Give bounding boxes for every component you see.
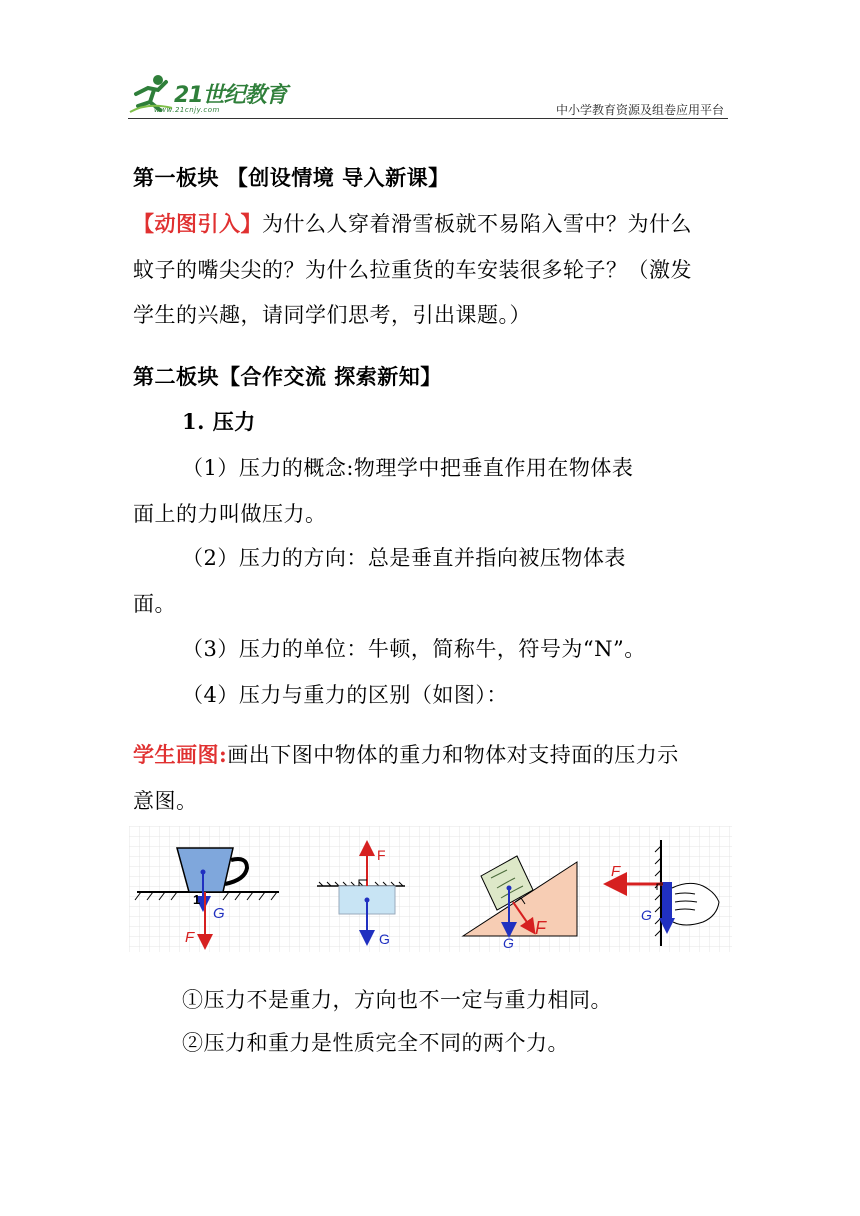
concept-line1: （1）压力的概念:物理学中把垂直作用在物体表 xyxy=(182,456,634,480)
logo-url: www.21cnjy.com xyxy=(154,106,220,114)
intro-text-line2: 蚊子的嘴尖尖的？为什么拉重货的车安装很多轮子？（激发 xyxy=(133,258,692,282)
section1-title: 第一板块 【创设情境 导入新课】 xyxy=(133,165,450,190)
unit-line: （3）压力的单位：牛顿，简称牛，符号为“N”。 xyxy=(182,637,646,661)
intro-paragraph-line1 xyxy=(133,212,692,236)
box-f-label: F xyxy=(377,847,386,863)
header-divider xyxy=(128,118,728,119)
intro-text-line1: 为什么人穿着滑雪板就不易陷入雪中？为什么 xyxy=(262,212,692,236)
draw-instruction-line1 xyxy=(133,743,679,767)
platform-label: 中小学教育资源及组卷应用平台 xyxy=(555,103,724,117)
direction-line2: 面。 xyxy=(133,592,176,616)
difference-line: （4）压力与重力的区别（如图）： xyxy=(182,683,508,707)
pressure-subtitle: 1. 压力 xyxy=(182,409,256,434)
logo-text: 21世纪教育 xyxy=(174,83,287,108)
conclusion-2: ②压力和重力是性质完全不同的两个力。 xyxy=(182,1031,569,1055)
cup-g-label: G xyxy=(213,905,225,922)
draw-instruction-line2: 意图。 xyxy=(133,789,198,813)
incline-f-label: F xyxy=(535,918,546,938)
cup-one-label: 1 xyxy=(193,892,201,907)
box-g-label: G xyxy=(379,931,390,947)
force-diagram-figure xyxy=(129,826,732,952)
draw-tag: 学生画图: xyxy=(133,742,228,767)
conclusion-1: ①压力不是重力，方向也不一定与重力相同。 xyxy=(182,988,612,1012)
logo xyxy=(128,68,298,120)
direction-line1: （2）压力的方向：总是垂直并指向被压物体表 xyxy=(182,546,626,570)
section2-title: 第二板块【合作交流 探索新知】 xyxy=(133,364,442,389)
incline-g-label: G xyxy=(503,935,514,951)
intro-text-line3: 学生的兴趣，请同学们思考，引出课题。） xyxy=(133,303,531,327)
concept-line2: 面上的力叫做压力。 xyxy=(133,502,327,526)
draw-text-line1: 画出下图中物体的重力和物体对支持面的压力示 xyxy=(227,743,679,767)
wall-f-label: F xyxy=(611,863,621,880)
wall-g-label: G xyxy=(641,907,652,923)
page-header xyxy=(128,68,728,120)
cup-f-label: F xyxy=(185,929,195,946)
intro-tag: 【动图引入】 xyxy=(133,211,262,236)
